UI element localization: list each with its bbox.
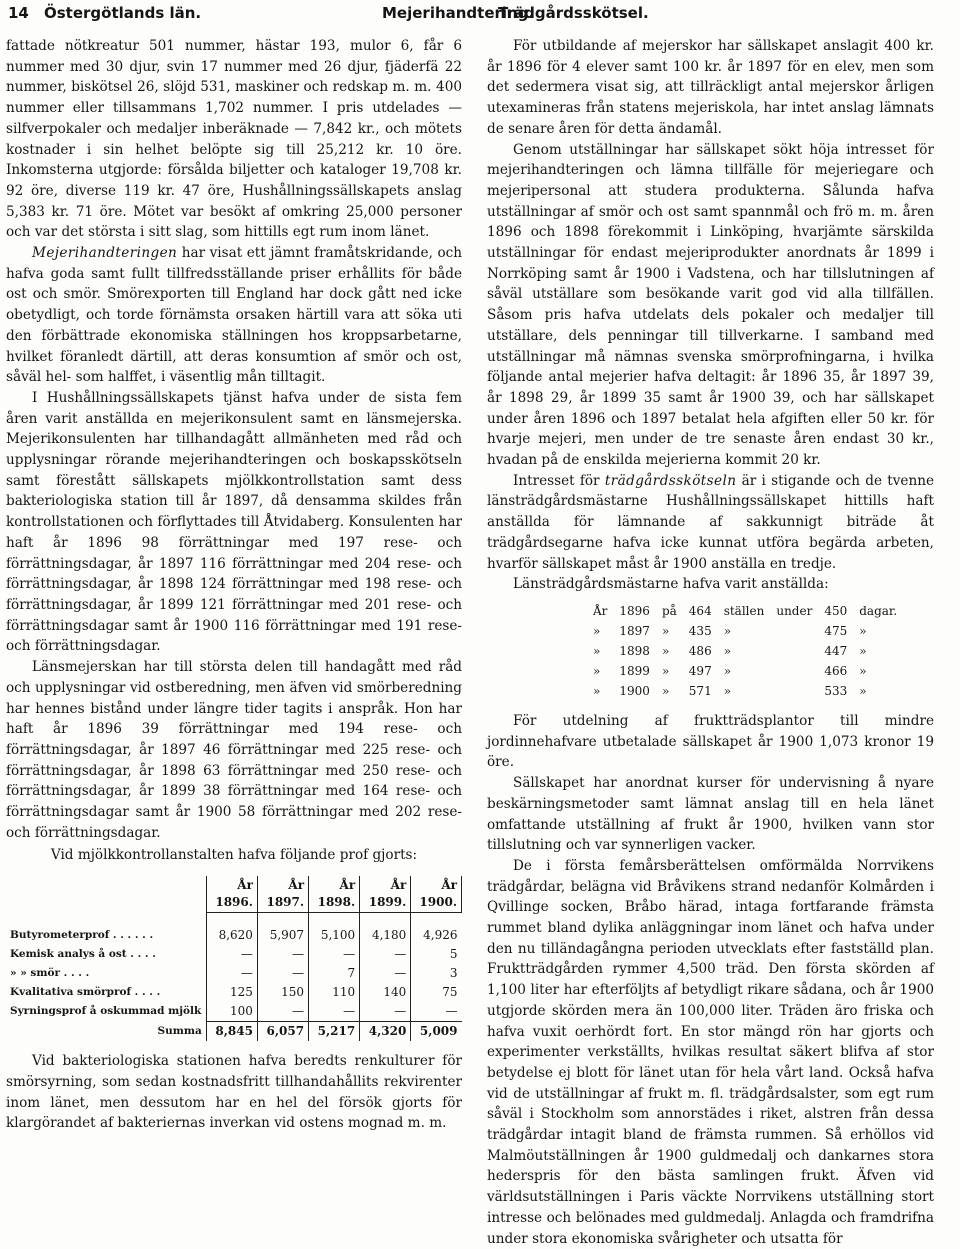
table-header-blank [6,876,206,913]
cell: 140 [360,983,411,1002]
gcell [770,661,818,681]
gcell: 466 [824,663,848,678]
cell: — [309,945,360,964]
gcell: ställen [723,603,765,618]
cell: — [309,1002,360,1022]
cell: — [206,945,257,964]
gcell: » [593,663,601,678]
gcell: 1896 [619,603,650,618]
right-column [487,36,934,1247]
table-row [6,945,462,964]
gcell: 486 [688,643,712,658]
paragraph-norrviken: De i första femårsberättelsen omförmälda Norrvikens trädgårdar, belägna vid Bråvikens strand nedanför Kolmården i Qvillinge socken, Bråbo härad, intaga fortfarande främsta rummet bland dylika anläggningar inom länet och hafva under den nu tilländagångna perioden utvecklats efter fastställd plan. Fruktträdgården rymmer 4,500 träd. Den första skörden af 1,100 liter har efterföljts af betydligt rikare sådana, och år 1900 utgjorde skörden mera än 100,000 liter. Träden äro friska och hafva vuxit oerhördt fort. En stor mängd rön har gjorts och experimenter verkställts, hvilkas resultat säkert blifva af stor betydelse ej blott för länet utan för hela vårt land. Också hafva vid de utställningar af frukt m. fl. trädgårdsalster, som egt rum såväl i Stockholm som annorstädes i riket, alstren från dessa trädgårdar intagit bland de främsta rummen. Så erhöllos vid Malmöutställningen år 1900 guldmedalj och dankarnes stora hederspris för den bästa samlingen frukt. Äfven vid världsutställningen i Paris väckte Norrvikens utställning stort intresse och belönades med guldmedalj. Anlagda och framdrifna under stora ekonomiska svårigheter och utsatta för [487,857,934,1247]
gcell [770,621,818,641]
row-label: Syrningsprof å oskummad mjölk [10,1005,202,1018]
header-county: Östergötlands län. [44,4,202,22]
cell: — [411,1002,462,1022]
cell: — [360,964,411,983]
gcell [770,681,818,701]
gcell: 497 [688,663,712,678]
paragraph-dairy [6,243,462,388]
cell: 75 [411,983,462,1002]
paragraph-exhibition: fattade nötkreatur 501 nummer, hästar 193, mulor 6, får 6 nummer med 30 djur, svin 17 nummer med 26 djur, fjäderfä 22 nummer, biskötsel 26, slöjd 531, maskiner och redskap m. m. 400 nummer eller tillsammans 1,702 nummer. I pris utdelades — silfverpokaler och medaljer inberäknade — 7,842 kr., och mötets kostnader i sin helhet belöpte sig till 25,212 kr. 10 öre. Inkomsterna utgjorde: försålda biljetter och kataloger 19,708 kr. 92 öre, diverse 119 kr. 47 öre, Hushållningssällskapets anslag 5,383 kr. 71 öre. Mötet var besökt af omkring 25,000 personer och var det största i sitt slag, som hittills egt rum inom länet. [6,38,462,241]
header-section-dairy: Mejerihandtering. [382,4,535,22]
gcell: » [859,643,867,658]
cell: — [360,1002,411,1022]
sum-cell: 5,009 [411,1022,462,1042]
paragraph-dairy-text: har visat ett jämnt framåtskridande, och hafva goda samt fullt tillfredsställande priser erhållits för både ost och smör. Smörexporten till England har dock gått ned icke obetydligt, och torde förnämsta orsaken härtill vara att söka uti den förbättrade ekonomiska ställningen hos kroppsarbetarne, hvilket föranledt därtill, att deras konsumtion af smör och ost, såväl hel- som halffet, i väsentlig mån tilltagit. [6,245,462,386]
gcell: 1899 [619,663,650,678]
cell: 110 [309,983,360,1002]
table-intro: Vid mjölkkontrollanstalten hafva följande prof gjorts: [50,847,418,864]
gardener-table [587,601,903,701]
paragraph-fruit-trees: För utdelning af fruktträdsplantor till mindre jordinnehafvare utbetalade sällskapet år 1900 1,073 kronor 19 öre. [487,712,934,771]
table-header-cell: År 1898. [309,876,360,913]
cell: 125 [206,983,257,1002]
page-number: 14 [8,4,29,22]
paragraph-gardening [487,471,934,575]
gcell: » [859,683,867,698]
gcell: » [593,643,601,658]
row-label: » » smör . . . . [10,967,90,980]
gcell: » [723,683,732,698]
gardener-row [587,621,903,641]
gcell: 450 [824,603,848,618]
paragraph-gardening-pre: Intresset för [513,472,605,489]
paragraph-bacteriology: Vid bakteriologiska stationen hafva beredts renkulturer för smörsyrning, som sedan kostnadsfritt tillhandahållits rekvirenter inom länet, men dessutom har en hel del försök gjorts för klargörandet af bakteriernas inverkan vid ostens mognad m. m. [6,1053,462,1132]
sum-label: Summa [157,1024,202,1037]
row-label: Kvalitativa smörprof . . . . [10,986,161,999]
cell: 7 [309,964,360,983]
table-row [6,964,462,983]
paragraph-dairymaid: Länsmejerskan har till största delen till handagått med råd och upplysningar vid ostberedning, men äfven vid smörberedning har hennes bistånd under längre tider tagits i anspråk. Hon har haft år 1896 39 förrättningar med 194 rese- och förrättningsdagar, år 1897 46 förrättningar med 225 rese- och förrättningsdagar, år 1898 63 förrättningar med 250 rese- och förrättningsdagar, år 1899 38 förrättningar med 164 rese- och förrättningsdagar samt år 1900 58 förrättningar med 202 rese- och förrättningsdagar. [6,659,462,841]
paragraph-training: För utbildande af mejerskor har sällskapet anslagit 400 kr. år 1896 för 4 elever samt 100 kr. år 1897 för en elev, men som det sedermera visat sig, att tillräckligt antal mejerskor årligen utexamineras från statens mejeriskola, har intet anslag lämnats de senare åren för detta ändamål. [487,38,934,137]
sum-cell: 8,845 [206,1022,257,1042]
gcell: under [776,603,813,618]
cell: — [360,945,411,964]
sum-cell: 5,217 [309,1022,360,1042]
gcell: 447 [824,643,848,658]
header-section-gardening: Trädgårdsskötsel. [498,4,649,22]
gcell: » [723,623,732,638]
gcell: 464 [688,603,712,618]
paragraph-courses: Sällskapet har anordnat kurser för undervisning å nyare beskärningsmetoder samt lämnat anslag till en hela länet omfattande utställning af frukt år 1900, hvilken vann stor tillslutning och var synnerligen vacker. [487,775,934,854]
cell: — [206,964,257,983]
sum-cell: 6,057 [257,1022,308,1042]
table-row [6,1002,462,1022]
gardener-table-intro: Länsträdgårdsmästarne hafva varit anställda: [513,576,829,593]
gardener-row [587,661,903,681]
gcell: dagar. [859,603,898,618]
cell: 5 [411,945,462,964]
cell: 5,100 [309,913,360,946]
gcell: 1900 [619,683,650,698]
paragraph-consultant: I Hushållningssällskapets tjänst hafva under de sista fem åren varit anställda en mejerikonsulent samt en länsmejerska. Mejerikonsulenten har tillhandagått allmänheten med råd och upplysningar rörande mejerihandteringen och boskapsskötseln samt förestått sällskapets mjölkkontrollstation samt dess bakteriologiska station till år 1897, då densamma skildes från kontrollstationen och förflyttades till Åtvidaberg. Konsulenten har haft år 1896 98 förrättningar med 197 rese- och förrättningsdagar, år 1897 116 förrättningar med 204 rese- och förrättningsdagar, år 1898 124 förrättningar med 198 rese- och förrättningsdagar, år 1899 121 förrättningar med 201 rese- och förrättningsdagar samt år 1900 116 förrättningar med 191 rese- och förrättningsdagar. [6,389,462,655]
paragraph-exhibitions: Genom utställningar har sällskapet sökt höja intresset för mejerihandteringen och lämna tillfälle för mejeriegare och mejeripersonal att studera produkterna. Sålunda hafva utställningar af smör och ost samt spannmål och frö m. m. åren 1896 och 1898 förekommit i Linköping, hvarjämte särskilda utställningar för endast mejeriprodukter anordnats år 1899 i Norrköping samt år 1900 i Vadstena, och har tillslutningen af såväl utställare som besökande varit god vid alla tillfällen. Såsom pris hafva utdelats dels pokaler och medaljer till utställare, dels penningar till tillverkarne. I samband med utställningar må nämnas svenska smörprofningarna, i hvilka följande antal mejerier hafva deltagit: år 1896 35, år 1897 39, år 1898 29, år 1899 35 samt år 1900 39, och har sällskapet under åren 1896 och 1897 betalat hela afgiften eller 50 kr. för hvarje mejeri, men under de tre senaste åren endast 30 kr., hvadan på de enskilda mejerierna kommit 20 kr. [487,141,934,469]
table-sum-row [6,1022,462,1042]
cell: 3 [411,964,462,983]
gcell: » [661,623,670,638]
gcell: » [661,683,670,698]
cell: 4,926 [411,913,462,946]
table-header-cell: År 1897. [257,876,308,913]
gcell: 533 [824,683,848,698]
cell: 8,620 [206,913,257,946]
row-label: Kemisk analys å ost . . . . [10,948,156,961]
gardener-row [587,641,903,661]
table-row [6,983,462,1002]
gcell: » [593,683,601,698]
paragraph-gardening-text: är i stigande och de tvenne länsträdgårdsmästarne Hushållningssällskapet hittills haft anställda för lämnande af sakkunnigt biträde åt trädgårdsegarne hafva icke kunnat utföra begärda arbeten, hvarför sällskapet måst år 1900 anställa en tredje. [487,472,934,572]
cell: 100 [206,1002,257,1022]
milk-control-table [6,876,462,1041]
cell: 4,180 [360,913,411,946]
gcell: 1897 [619,623,650,638]
cell: 150 [257,983,308,1002]
gcell: » [723,663,732,678]
row-label: Butyrometerprof . . . . . . [10,928,154,941]
table-header-row [6,876,462,913]
sum-cell: 4,320 [360,1022,411,1042]
left-column [6,36,462,1173]
gardener-row [587,601,903,621]
cell: — [257,945,308,964]
gcell: » [661,643,670,658]
gcell: 571 [688,683,712,698]
gardener-row [587,681,903,701]
gcell: 1898 [619,643,650,658]
cell: — [257,1002,308,1022]
gcell: » [859,663,867,678]
table-header-cell: År 1900. [411,876,462,913]
table-header-cell: År 1899. [360,876,411,913]
gcell: 475 [824,623,848,638]
term-gardening: trädgårdsskötseln [604,472,737,489]
gcell: på [661,603,677,618]
cell: — [257,964,308,983]
gcell: 435 [688,623,712,638]
cell: 5,907 [257,913,308,946]
gcell: » [723,643,732,658]
gcell: År [593,603,608,618]
gcell: » [593,623,601,638]
table-header-cell: År 1896. [206,876,257,913]
gcell: » [859,623,867,638]
gcell [770,641,818,661]
table-row [6,913,462,946]
gcell: » [661,663,670,678]
running-header [6,0,954,26]
term-dairy: Mejerihandteringen [32,245,178,262]
